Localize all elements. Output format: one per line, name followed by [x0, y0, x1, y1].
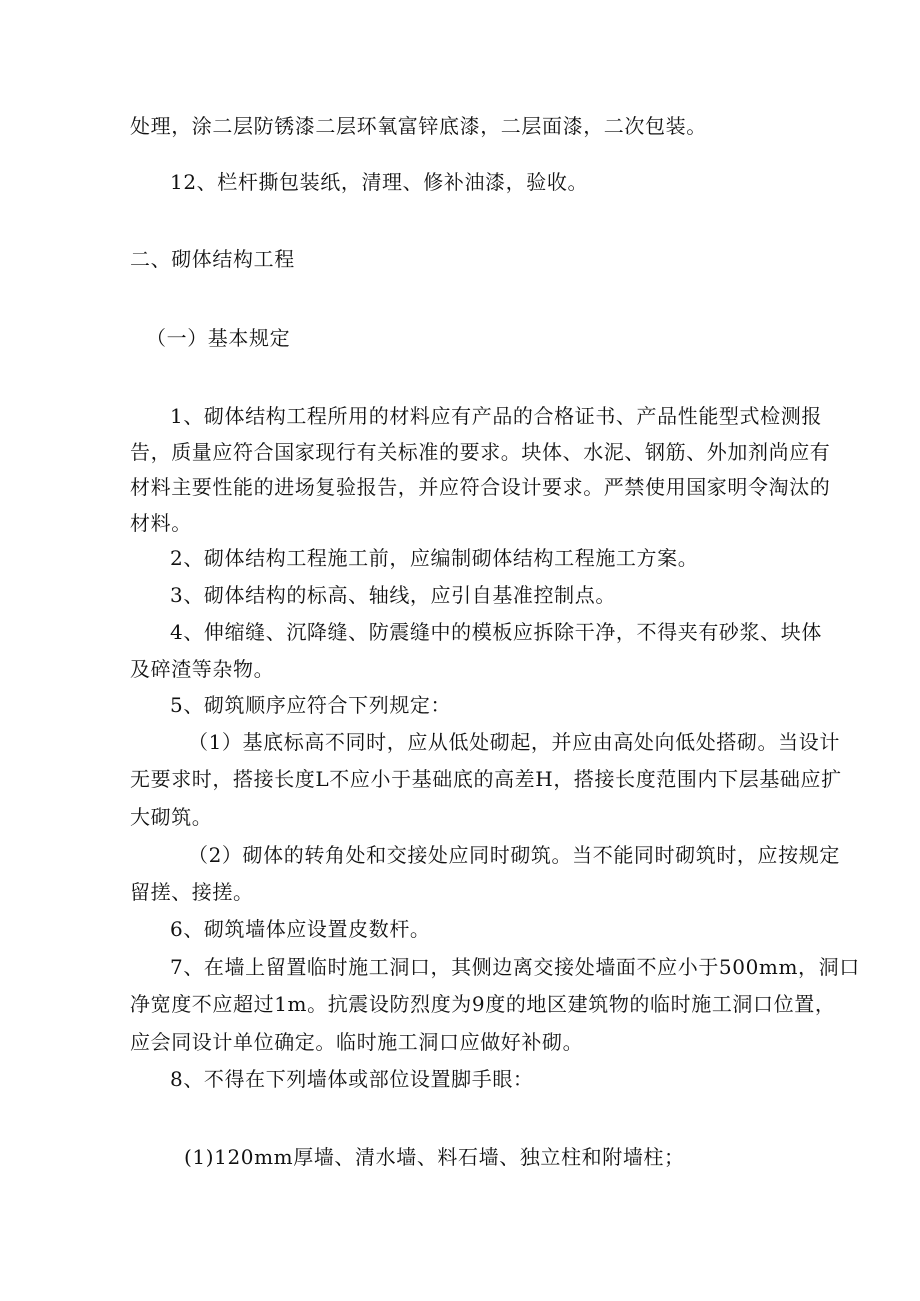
para-5-1-line-1: （1）基底标高不同时，应从低处砌起，并应由高处向低处搭砌。当设计: [188, 730, 840, 754]
para-4-line-1: 4、伸缩缝、沉降缝、防震缝中的模板应拆除干净，不得夹有砂浆、块体: [170, 620, 822, 644]
para-1-line-1: 1、砌体结构工程所用的材料应有产品的合格证书、产品性能型式检测报: [170, 404, 822, 428]
section-title: 二、砌体结构工程: [130, 247, 295, 271]
para-5-1-line-2: 无要求时，搭接长度L不应小于基础底的高差H，搭接长度范围内下层基础应扩: [130, 767, 842, 791]
para-5-2-line-2: 留搓、接搓。: [130, 880, 254, 904]
para-5: 5、砌筑顺序应符合下列规定：: [170, 693, 452, 717]
para-2: 2、砌体结构工程施工前，应编制砌体结构工程施工方案。: [170, 546, 699, 570]
para-7-line-2: 净宽度不应超过1m。抗震设防烈度为9度的地区建筑物的临时施工洞口位置，: [130, 992, 836, 1016]
para-1-line-3: 材料主要性能的进场复验报告，并应符合设计要求。严禁使用国家明令淘汰的: [130, 475, 831, 499]
para-7-line-3: 应会同设计单位确定。临时施工洞口应做好补砌。: [130, 1030, 584, 1054]
para-1-line-2: 告，质量应符合国家现行有关标准的要求。块体、水泥、钢筋、外加剂尚应有: [130, 440, 831, 464]
continuation-line: 处理，涂二层防锈漆二层环氧富锌底漆，二层面漆，二次包装。: [130, 114, 707, 138]
step-12: 12、栏杆撕包装纸，清理、修补油漆，验收。: [170, 170, 589, 194]
para-8: 8、不得在下列墙体或部位设置脚手眼：: [170, 1067, 534, 1091]
para-3: 3、砌体结构的标高、轴线，应引自基准控制点。: [170, 583, 616, 607]
para-7-line-1: 7、在墙上留置临时施工洞口，其侧边离交接处墙面不应小于500mm，洞口: [170, 955, 860, 979]
para-4-line-2: 及碎渣等杂物。: [130, 657, 275, 681]
para-1-line-4: 材料。: [130, 511, 192, 535]
para-8-item-1: (1)120mm厚墙、清水墙、料石墙、独立柱和附墙柱；: [184, 1145, 685, 1169]
para-6: 6、砌筑墙体应设置皮数杆。: [170, 917, 431, 941]
subsection-title: （一）基本规定: [146, 326, 291, 350]
para-5-2-line-1: （2）砌体的转角处和交接处应同时砌筑。当不能同时砌筑时，应按规定: [188, 843, 840, 867]
para-5-1-line-3: 大砌筑。: [130, 805, 213, 829]
